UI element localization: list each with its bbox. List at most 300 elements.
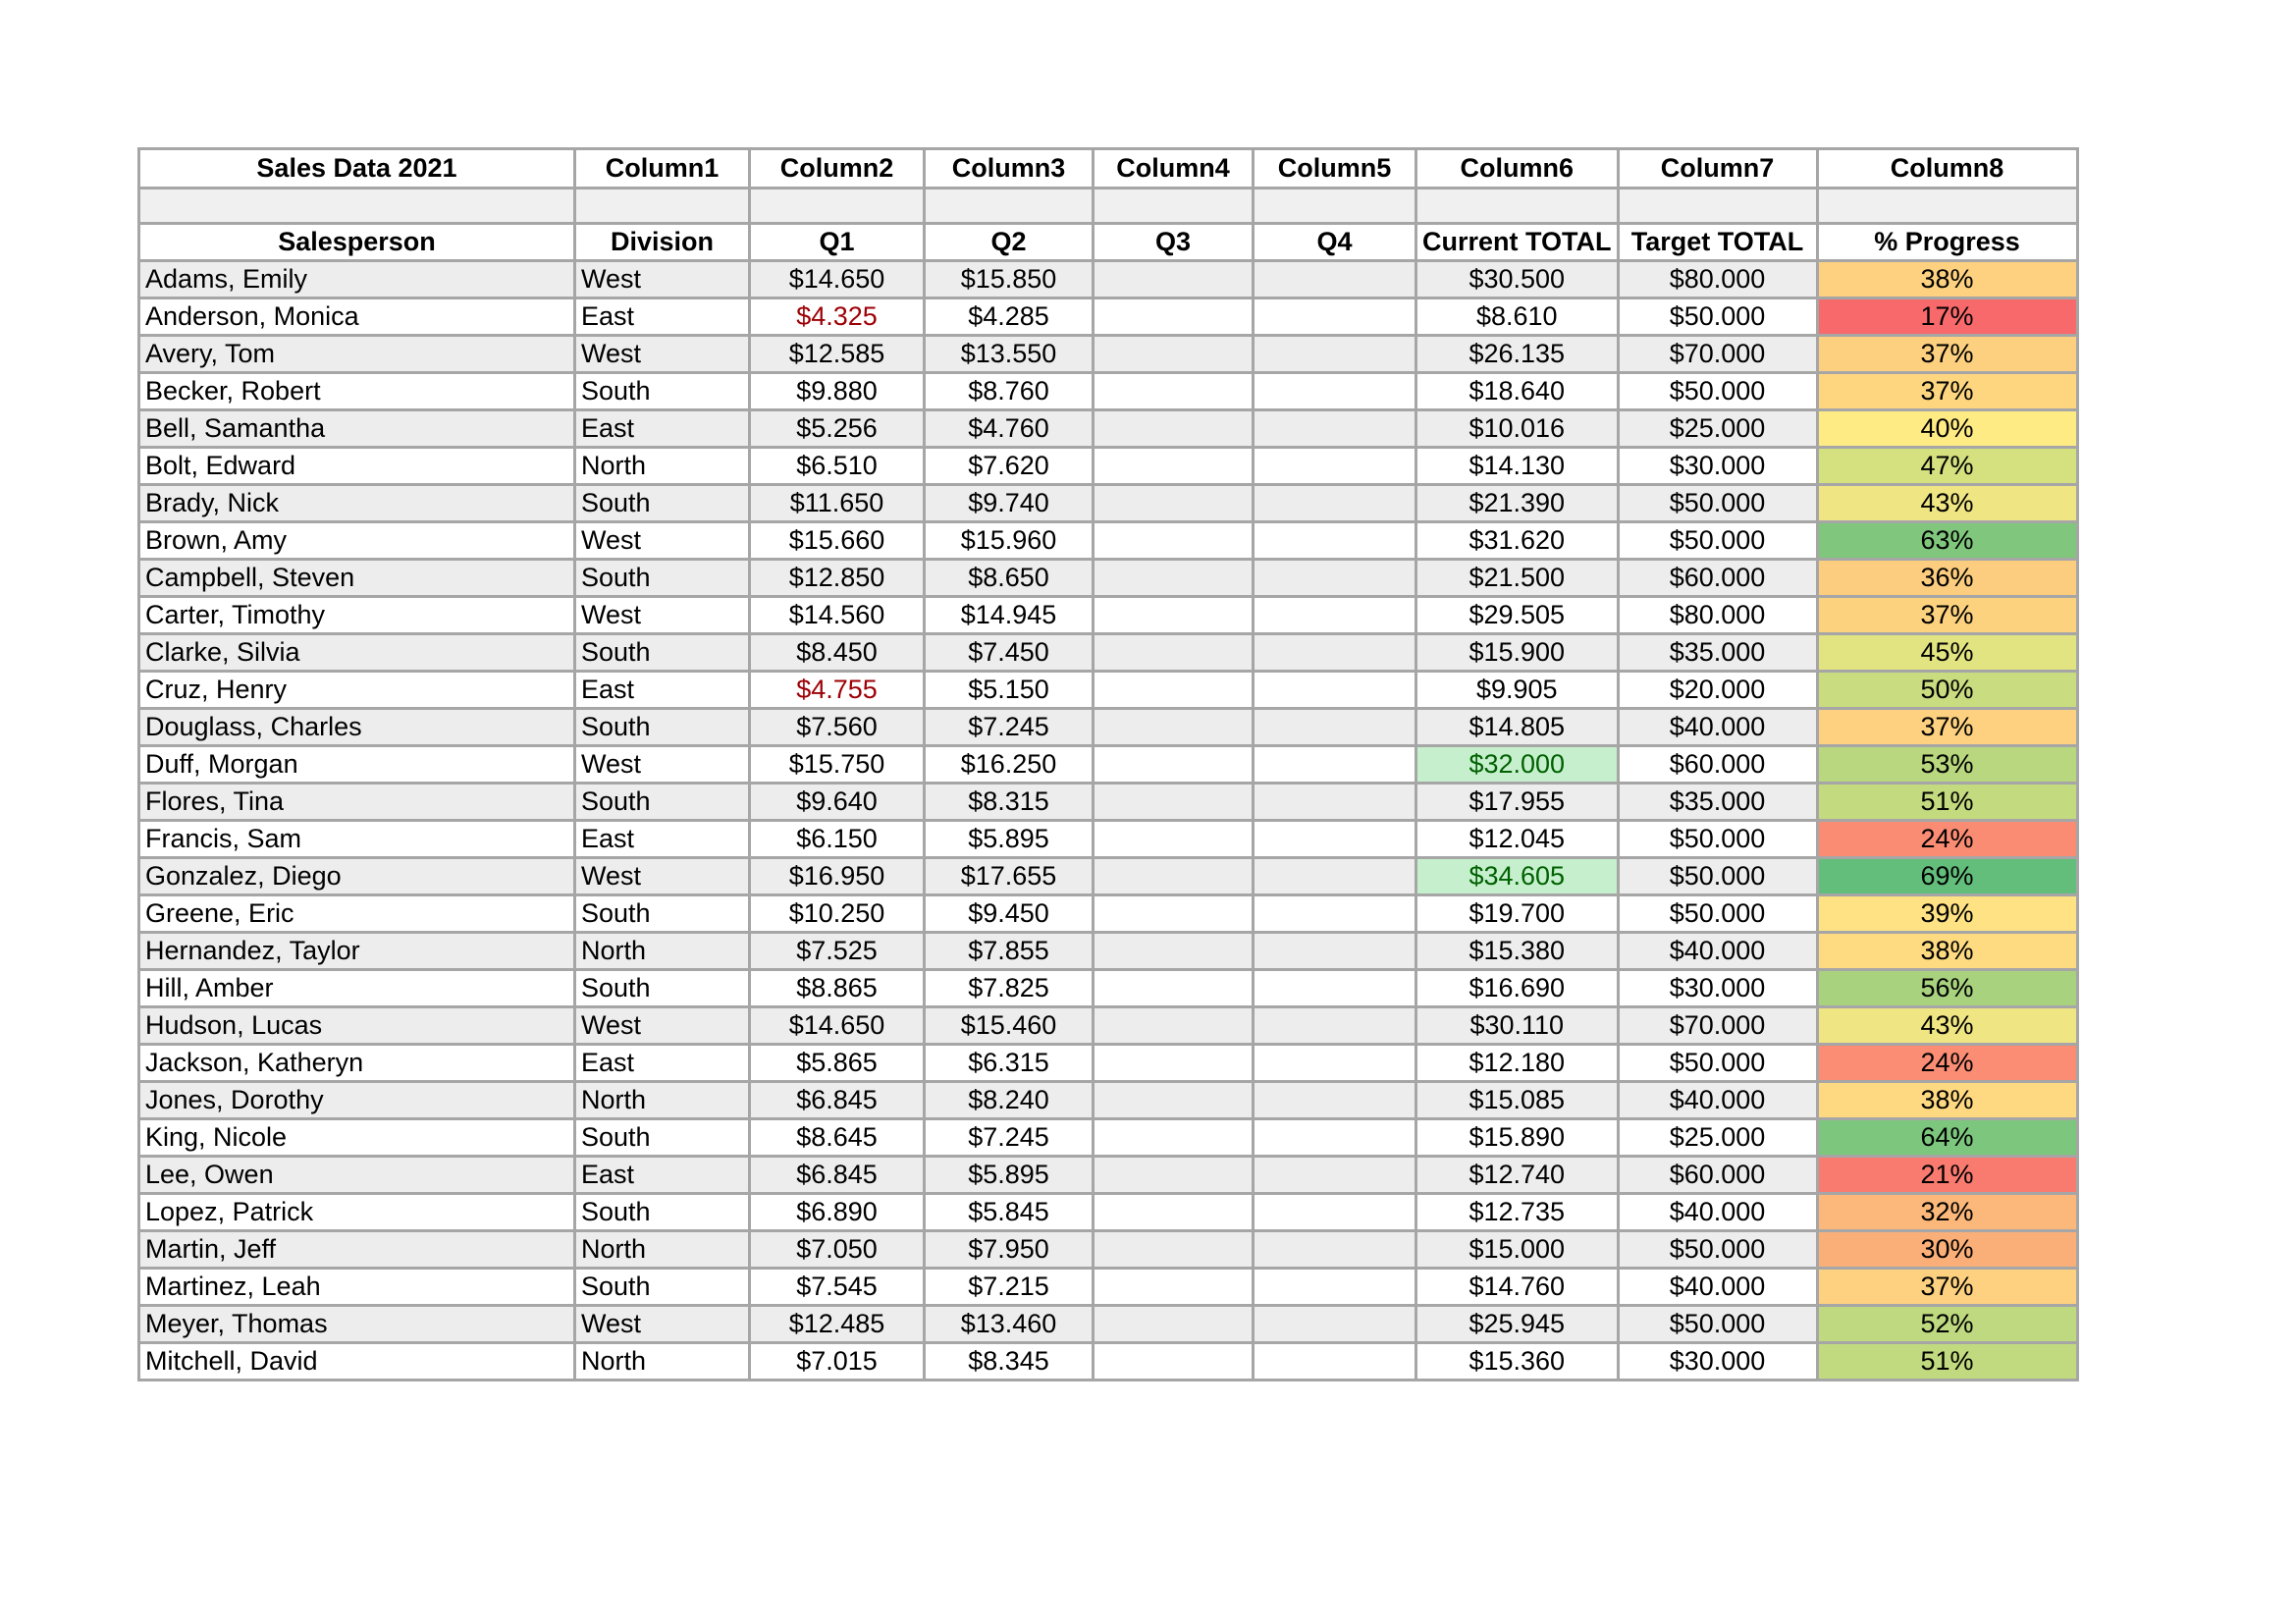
- division-cell[interactable]: West: [575, 1306, 750, 1343]
- target-total-cell[interactable]: $40.000: [1618, 933, 1817, 970]
- q1-cell[interactable]: $15.660: [750, 522, 925, 560]
- q3-cell[interactable]: [1094, 522, 1254, 560]
- q1-cell[interactable]: $16.950: [750, 858, 925, 895]
- progress-cell[interactable]: 51%: [1817, 1343, 2077, 1380]
- q1-cell[interactable]: $8.645: [750, 1119, 925, 1157]
- q2-cell[interactable]: $8.240: [925, 1082, 1094, 1119]
- q2-cell[interactable]: $16.250: [925, 746, 1094, 784]
- salesperson-cell[interactable]: Bolt, Edward: [139, 448, 575, 485]
- q1-cell[interactable]: $7.560: [750, 709, 925, 746]
- q3-cell[interactable]: [1094, 933, 1254, 970]
- header-cell[interactable]: Column2: [750, 149, 925, 189]
- q4-cell[interactable]: [1254, 373, 1416, 410]
- q2-cell[interactable]: $4.285: [925, 298, 1094, 336]
- current-total-cell[interactable]: $32.000: [1416, 746, 1619, 784]
- empty-cell[interactable]: [750, 189, 925, 224]
- q2-cell[interactable]: $7.855: [925, 933, 1094, 970]
- salesperson-cell[interactable]: Becker, Robert: [139, 373, 575, 410]
- division-cell[interactable]: South: [575, 1194, 750, 1231]
- salesperson-cell[interactable]: Bell, Samantha: [139, 410, 575, 448]
- salesperson-cell[interactable]: Gonzalez, Diego: [139, 858, 575, 895]
- division-cell[interactable]: South: [575, 784, 750, 821]
- q4-cell[interactable]: [1254, 1119, 1416, 1157]
- q1-cell[interactable]: $12.850: [750, 560, 925, 597]
- q2-cell[interactable]: $7.245: [925, 709, 1094, 746]
- salesperson-cell[interactable]: Avery, Tom: [139, 336, 575, 373]
- progress-cell[interactable]: 38%: [1817, 261, 2077, 298]
- division-cell[interactable]: North: [575, 933, 750, 970]
- q2-cell[interactable]: $15.460: [925, 1007, 1094, 1045]
- division-cell[interactable]: South: [575, 1269, 750, 1306]
- q4-cell[interactable]: [1254, 933, 1416, 970]
- q4-cell[interactable]: [1254, 821, 1416, 858]
- header-cell[interactable]: Column3: [925, 149, 1094, 189]
- q1-cell[interactable]: $6.890: [750, 1194, 925, 1231]
- q2-cell[interactable]: $15.960: [925, 522, 1094, 560]
- q2-cell[interactable]: $7.620: [925, 448, 1094, 485]
- q4-cell[interactable]: [1254, 336, 1416, 373]
- salesperson-cell[interactable]: Campbell, Steven: [139, 560, 575, 597]
- division-cell[interactable]: South: [575, 485, 750, 522]
- empty-cell[interactable]: [139, 189, 575, 224]
- current-total-cell[interactable]: $10.016: [1416, 410, 1619, 448]
- q1-cell[interactable]: $8.450: [750, 634, 925, 672]
- target-total-cell[interactable]: $35.000: [1618, 784, 1817, 821]
- target-total-cell[interactable]: $50.000: [1618, 1306, 1817, 1343]
- empty-cell[interactable]: [1817, 189, 2077, 224]
- target-total-cell[interactable]: $60.000: [1618, 1157, 1817, 1194]
- progress-cell[interactable]: 47%: [1817, 448, 2077, 485]
- division-cell[interactable]: West: [575, 858, 750, 895]
- division-cell[interactable]: South: [575, 709, 750, 746]
- progress-cell[interactable]: 37%: [1817, 709, 2077, 746]
- division-cell[interactable]: West: [575, 261, 750, 298]
- subheader-cell[interactable]: Division: [575, 224, 750, 261]
- empty-cell[interactable]: [1416, 189, 1619, 224]
- q2-cell[interactable]: $8.760: [925, 373, 1094, 410]
- q4-cell[interactable]: [1254, 1007, 1416, 1045]
- current-total-cell[interactable]: $9.905: [1416, 672, 1619, 709]
- q1-cell[interactable]: $14.650: [750, 261, 925, 298]
- current-total-cell[interactable]: $15.085: [1416, 1082, 1619, 1119]
- q3-cell[interactable]: [1094, 672, 1254, 709]
- target-total-cell[interactable]: $50.000: [1618, 858, 1817, 895]
- progress-cell[interactable]: 24%: [1817, 821, 2077, 858]
- target-total-cell[interactable]: $50.000: [1618, 373, 1817, 410]
- progress-cell[interactable]: 56%: [1817, 970, 2077, 1007]
- q3-cell[interactable]: [1094, 1343, 1254, 1380]
- progress-cell[interactable]: 45%: [1817, 634, 2077, 672]
- salesperson-cell[interactable]: Brady, Nick: [139, 485, 575, 522]
- q3-cell[interactable]: [1094, 1231, 1254, 1269]
- current-total-cell[interactable]: $16.690: [1416, 970, 1619, 1007]
- progress-cell[interactable]: 50%: [1817, 672, 2077, 709]
- progress-cell[interactable]: 38%: [1817, 933, 2077, 970]
- subheader-cell[interactable]: % Progress: [1817, 224, 2077, 261]
- current-total-cell[interactable]: $30.500: [1416, 261, 1619, 298]
- salesperson-cell[interactable]: Lee, Owen: [139, 1157, 575, 1194]
- division-cell[interactable]: South: [575, 373, 750, 410]
- salesperson-cell[interactable]: Clarke, Silvia: [139, 634, 575, 672]
- current-total-cell[interactable]: $15.900: [1416, 634, 1619, 672]
- current-total-cell[interactable]: $31.620: [1416, 522, 1619, 560]
- q4-cell[interactable]: [1254, 485, 1416, 522]
- q4-cell[interactable]: [1254, 746, 1416, 784]
- subheader-cell[interactable]: Current TOTAL: [1416, 224, 1619, 261]
- division-cell[interactable]: East: [575, 1045, 750, 1082]
- q1-cell[interactable]: $14.560: [750, 597, 925, 634]
- current-total-cell[interactable]: $12.045: [1416, 821, 1619, 858]
- empty-cell[interactable]: [1618, 189, 1817, 224]
- progress-cell[interactable]: 52%: [1817, 1306, 2077, 1343]
- salesperson-cell[interactable]: Douglass, Charles: [139, 709, 575, 746]
- division-cell[interactable]: North: [575, 1343, 750, 1380]
- current-total-cell[interactable]: $15.360: [1416, 1343, 1619, 1380]
- division-cell[interactable]: West: [575, 522, 750, 560]
- salesperson-cell[interactable]: Hernandez, Taylor: [139, 933, 575, 970]
- salesperson-cell[interactable]: Martin, Jeff: [139, 1231, 575, 1269]
- target-total-cell[interactable]: $40.000: [1618, 1269, 1817, 1306]
- progress-cell[interactable]: 40%: [1817, 410, 2077, 448]
- q1-cell[interactable]: $10.250: [750, 895, 925, 933]
- q4-cell[interactable]: [1254, 1306, 1416, 1343]
- q3-cell[interactable]: [1094, 784, 1254, 821]
- q3-cell[interactable]: [1094, 970, 1254, 1007]
- q3-cell[interactable]: [1094, 1194, 1254, 1231]
- division-cell[interactable]: North: [575, 1082, 750, 1119]
- q3-cell[interactable]: [1094, 821, 1254, 858]
- q4-cell[interactable]: [1254, 1157, 1416, 1194]
- target-total-cell[interactable]: $50.000: [1618, 522, 1817, 560]
- target-total-cell[interactable]: $25.000: [1618, 410, 1817, 448]
- q3-cell[interactable]: [1094, 560, 1254, 597]
- q1-cell[interactable]: $4.755: [750, 672, 925, 709]
- q2-cell[interactable]: $14.945: [925, 597, 1094, 634]
- empty-cell[interactable]: [575, 189, 750, 224]
- target-total-cell[interactable]: $60.000: [1618, 746, 1817, 784]
- progress-cell[interactable]: 21%: [1817, 1157, 2077, 1194]
- salesperson-cell[interactable]: Jones, Dorothy: [139, 1082, 575, 1119]
- current-total-cell[interactable]: $17.955: [1416, 784, 1619, 821]
- subheader-cell[interactable]: Q3: [1094, 224, 1254, 261]
- target-total-cell[interactable]: $60.000: [1618, 560, 1817, 597]
- q3-cell[interactable]: [1094, 1007, 1254, 1045]
- division-cell[interactable]: North: [575, 1231, 750, 1269]
- q3-cell[interactable]: [1094, 336, 1254, 373]
- current-total-cell[interactable]: $15.000: [1416, 1231, 1619, 1269]
- q1-cell[interactable]: $6.510: [750, 448, 925, 485]
- current-total-cell[interactable]: $12.735: [1416, 1194, 1619, 1231]
- progress-cell[interactable]: 69%: [1817, 858, 2077, 895]
- q3-cell[interactable]: [1094, 373, 1254, 410]
- q4-cell[interactable]: [1254, 784, 1416, 821]
- q1-cell[interactable]: $7.050: [750, 1231, 925, 1269]
- q2-cell[interactable]: $13.460: [925, 1306, 1094, 1343]
- q2-cell[interactable]: $5.150: [925, 672, 1094, 709]
- q2-cell[interactable]: $9.450: [925, 895, 1094, 933]
- salesperson-cell[interactable]: Jackson, Katheryn: [139, 1045, 575, 1082]
- q1-cell[interactable]: $7.015: [750, 1343, 925, 1380]
- empty-cell[interactable]: [1094, 189, 1254, 224]
- q3-cell[interactable]: [1094, 485, 1254, 522]
- salesperson-cell[interactable]: Martinez, Leah: [139, 1269, 575, 1306]
- q1-cell[interactable]: $12.485: [750, 1306, 925, 1343]
- subheader-cell[interactable]: Target TOTAL: [1618, 224, 1817, 261]
- q1-cell[interactable]: $12.585: [750, 336, 925, 373]
- header-cell[interactable]: Column6: [1416, 149, 1619, 189]
- salesperson-cell[interactable]: Hill, Amber: [139, 970, 575, 1007]
- q1-cell[interactable]: $9.640: [750, 784, 925, 821]
- q1-cell[interactable]: $8.865: [750, 970, 925, 1007]
- salesperson-cell[interactable]: Flores, Tina: [139, 784, 575, 821]
- target-total-cell[interactable]: $50.000: [1618, 821, 1817, 858]
- salesperson-cell[interactable]: Cruz, Henry: [139, 672, 575, 709]
- q2-cell[interactable]: $8.345: [925, 1343, 1094, 1380]
- q1-cell[interactable]: $6.845: [750, 1082, 925, 1119]
- q2-cell[interactable]: $17.655: [925, 858, 1094, 895]
- progress-cell[interactable]: 36%: [1817, 560, 2077, 597]
- division-cell[interactable]: South: [575, 970, 750, 1007]
- progress-cell[interactable]: 63%: [1817, 522, 2077, 560]
- progress-cell[interactable]: 39%: [1817, 895, 2077, 933]
- division-cell[interactable]: South: [575, 634, 750, 672]
- table-row: [139, 933, 2078, 970]
- q4-cell[interactable]: [1254, 634, 1416, 672]
- q3-cell[interactable]: [1094, 1306, 1254, 1343]
- q4-cell[interactable]: [1254, 970, 1416, 1007]
- q4-cell[interactable]: [1254, 261, 1416, 298]
- salesperson-cell[interactable]: Adams, Emily: [139, 261, 575, 298]
- q3-cell[interactable]: [1094, 597, 1254, 634]
- progress-cell[interactable]: 32%: [1817, 1194, 2077, 1231]
- target-total-cell[interactable]: $30.000: [1618, 448, 1817, 485]
- q1-cell[interactable]: $5.865: [750, 1045, 925, 1082]
- progress-cell[interactable]: 38%: [1817, 1082, 2077, 1119]
- q3-cell[interactable]: [1094, 261, 1254, 298]
- target-total-cell[interactable]: $30.000: [1618, 1343, 1817, 1380]
- salesperson-cell[interactable]: Meyer, Thomas: [139, 1306, 575, 1343]
- division-cell[interactable]: West: [575, 336, 750, 373]
- division-cell[interactable]: West: [575, 1007, 750, 1045]
- q4-cell[interactable]: [1254, 298, 1416, 336]
- header-cell[interactable]: Sales Data 2021: [139, 149, 575, 189]
- salesperson-cell[interactable]: Greene, Eric: [139, 895, 575, 933]
- q4-cell[interactable]: [1254, 560, 1416, 597]
- progress-cell[interactable]: 51%: [1817, 784, 2077, 821]
- q4-cell[interactable]: [1254, 1045, 1416, 1082]
- target-total-cell[interactable]: $80.000: [1618, 597, 1817, 634]
- q2-cell[interactable]: $8.650: [925, 560, 1094, 597]
- target-total-cell[interactable]: $25.000: [1618, 1119, 1817, 1157]
- q3-cell[interactable]: [1094, 634, 1254, 672]
- q2-cell[interactable]: $7.215: [925, 1269, 1094, 1306]
- salesperson-cell[interactable]: King, Nicole: [139, 1119, 575, 1157]
- salesperson-cell[interactable]: Anderson, Monica: [139, 298, 575, 336]
- division-cell[interactable]: East: [575, 410, 750, 448]
- salesperson-cell[interactable]: Francis, Sam: [139, 821, 575, 858]
- current-total-cell[interactable]: $21.500: [1416, 560, 1619, 597]
- target-total-cell[interactable]: $40.000: [1618, 1194, 1817, 1231]
- table-row: [139, 522, 2078, 560]
- header-cell[interactable]: Column7: [1618, 149, 1817, 189]
- q4-cell[interactable]: [1254, 895, 1416, 933]
- q4-cell[interactable]: [1254, 1269, 1416, 1306]
- q4-cell[interactable]: [1254, 1194, 1416, 1231]
- progress-cell[interactable]: 30%: [1817, 1231, 2077, 1269]
- table-row: [139, 1007, 2078, 1045]
- current-total-cell[interactable]: $29.505: [1416, 597, 1619, 634]
- target-total-cell[interactable]: $30.000: [1618, 970, 1817, 1007]
- q2-cell[interactable]: $7.450: [925, 634, 1094, 672]
- progress-cell[interactable]: 43%: [1817, 1007, 2077, 1045]
- q2-cell[interactable]: $7.950: [925, 1231, 1094, 1269]
- current-total-cell[interactable]: $14.130: [1416, 448, 1619, 485]
- subheader-cell[interactable]: Q1: [750, 224, 925, 261]
- current-total-cell[interactable]: $21.390: [1416, 485, 1619, 522]
- q3-cell[interactable]: [1094, 448, 1254, 485]
- progress-cell[interactable]: 37%: [1817, 1269, 2077, 1306]
- target-total-cell[interactable]: $50.000: [1618, 298, 1817, 336]
- q4-cell[interactable]: [1254, 858, 1416, 895]
- header-cell[interactable]: Column1: [575, 149, 750, 189]
- division-cell[interactable]: South: [575, 895, 750, 933]
- q1-cell[interactable]: $14.650: [750, 1007, 925, 1045]
- current-total-cell[interactable]: $18.640: [1416, 373, 1619, 410]
- progress-cell[interactable]: 37%: [1817, 373, 2077, 410]
- current-total-cell[interactable]: $15.890: [1416, 1119, 1619, 1157]
- subheader-cell[interactable]: Q4: [1254, 224, 1416, 261]
- q2-cell[interactable]: $7.245: [925, 1119, 1094, 1157]
- q2-cell[interactable]: $13.550: [925, 336, 1094, 373]
- q2-cell[interactable]: $5.845: [925, 1194, 1094, 1231]
- division-cell[interactable]: West: [575, 597, 750, 634]
- division-cell[interactable]: East: [575, 672, 750, 709]
- header-cell[interactable]: Column5: [1254, 149, 1416, 189]
- current-total-cell[interactable]: $8.610: [1416, 298, 1619, 336]
- empty-cell[interactable]: [925, 189, 1094, 224]
- q3-cell[interactable]: [1094, 1157, 1254, 1194]
- current-total-cell[interactable]: $26.135: [1416, 336, 1619, 373]
- salesperson-cell[interactable]: Lopez, Patrick: [139, 1194, 575, 1231]
- progress-cell[interactable]: 17%: [1817, 298, 2077, 336]
- header-cell[interactable]: Column4: [1094, 149, 1254, 189]
- salesperson-cell[interactable]: Carter, Timothy: [139, 597, 575, 634]
- q3-cell[interactable]: [1094, 1269, 1254, 1306]
- division-cell[interactable]: North: [575, 448, 750, 485]
- current-total-cell[interactable]: $14.760: [1416, 1269, 1619, 1306]
- division-cell[interactable]: East: [575, 821, 750, 858]
- q2-cell[interactable]: $4.760: [925, 410, 1094, 448]
- q2-cell[interactable]: $5.895: [925, 821, 1094, 858]
- target-total-cell[interactable]: $50.000: [1618, 895, 1817, 933]
- target-total-cell[interactable]: $50.000: [1618, 485, 1817, 522]
- q1-cell[interactable]: $15.750: [750, 746, 925, 784]
- salesperson-cell[interactable]: Hudson, Lucas: [139, 1007, 575, 1045]
- q4-cell[interactable]: [1254, 1343, 1416, 1380]
- current-total-cell[interactable]: $12.180: [1416, 1045, 1619, 1082]
- subheader-cell[interactable]: Q2: [925, 224, 1094, 261]
- empty-cell[interactable]: [1254, 189, 1416, 224]
- q2-cell[interactable]: $9.740: [925, 485, 1094, 522]
- current-total-cell[interactable]: $15.380: [1416, 933, 1619, 970]
- target-total-cell[interactable]: $50.000: [1618, 1045, 1817, 1082]
- progress-cell[interactable]: 53%: [1817, 746, 2077, 784]
- q1-cell[interactable]: $5.256: [750, 410, 925, 448]
- target-total-cell[interactable]: $50.000: [1618, 1231, 1817, 1269]
- q3-cell[interactable]: [1094, 709, 1254, 746]
- progress-cell[interactable]: 43%: [1817, 485, 2077, 522]
- q4-cell[interactable]: [1254, 410, 1416, 448]
- progress-cell[interactable]: 37%: [1817, 597, 2077, 634]
- division-cell[interactable]: West: [575, 746, 750, 784]
- current-total-cell[interactable]: $19.700: [1416, 895, 1619, 933]
- q2-cell[interactable]: $8.315: [925, 784, 1094, 821]
- division-cell[interactable]: East: [575, 298, 750, 336]
- q4-cell[interactable]: [1254, 448, 1416, 485]
- q1-cell[interactable]: $7.545: [750, 1269, 925, 1306]
- progress-cell[interactable]: 64%: [1817, 1119, 2077, 1157]
- q1-cell[interactable]: $11.650: [750, 485, 925, 522]
- current-total-cell[interactable]: $14.805: [1416, 709, 1619, 746]
- target-total-cell[interactable]: $40.000: [1618, 1082, 1817, 1119]
- current-total-cell[interactable]: $12.740: [1416, 1157, 1619, 1194]
- salesperson-cell[interactable]: Duff, Morgan: [139, 746, 575, 784]
- target-total-cell[interactable]: $20.000: [1618, 672, 1817, 709]
- q4-cell[interactable]: [1254, 522, 1416, 560]
- q3-cell[interactable]: [1094, 858, 1254, 895]
- progress-cell[interactable]: 37%: [1817, 336, 2077, 373]
- header-cell[interactable]: Column8: [1817, 149, 2077, 189]
- q2-cell[interactable]: $6.315: [925, 1045, 1094, 1082]
- q1-cell[interactable]: $6.150: [750, 821, 925, 858]
- q3-cell[interactable]: [1094, 298, 1254, 336]
- target-total-cell[interactable]: $80.000: [1618, 261, 1817, 298]
- target-total-cell[interactable]: $35.000: [1618, 634, 1817, 672]
- q3-cell[interactable]: [1094, 1082, 1254, 1119]
- q4-cell[interactable]: [1254, 1082, 1416, 1119]
- subheader-cell[interactable]: Salesperson: [139, 224, 575, 261]
- current-total-cell[interactable]: $25.945: [1416, 1306, 1619, 1343]
- q4-cell[interactable]: [1254, 709, 1416, 746]
- q2-cell[interactable]: $5.895: [925, 1157, 1094, 1194]
- q1-cell[interactable]: $9.880: [750, 373, 925, 410]
- salesperson-cell[interactable]: Brown, Amy: [139, 522, 575, 560]
- q2-cell[interactable]: $7.825: [925, 970, 1094, 1007]
- q1-cell[interactable]: $6.845: [750, 1157, 925, 1194]
- target-total-cell[interactable]: $40.000: [1618, 709, 1817, 746]
- q3-cell[interactable]: [1094, 410, 1254, 448]
- salesperson-cell[interactable]: Mitchell, David: [139, 1343, 575, 1380]
- q1-cell[interactable]: $7.525: [750, 933, 925, 970]
- q3-cell[interactable]: [1094, 1119, 1254, 1157]
- current-total-cell[interactable]: $34.605: [1416, 858, 1619, 895]
- q4-cell[interactable]: [1254, 1231, 1416, 1269]
- q2-cell[interactable]: $15.850: [925, 261, 1094, 298]
- q3-cell[interactable]: [1094, 1045, 1254, 1082]
- division-cell[interactable]: East: [575, 1157, 750, 1194]
- q3-cell[interactable]: [1094, 895, 1254, 933]
- target-total-cell[interactable]: $70.000: [1618, 336, 1817, 373]
- progress-cell[interactable]: 24%: [1817, 1045, 2077, 1082]
- division-cell[interactable]: South: [575, 560, 750, 597]
- q4-cell[interactable]: [1254, 597, 1416, 634]
- division-cell[interactable]: South: [575, 1119, 750, 1157]
- q4-cell[interactable]: [1254, 672, 1416, 709]
- target-total-cell[interactable]: $70.000: [1618, 1007, 1817, 1045]
- current-total-cell[interactable]: $30.110: [1416, 1007, 1619, 1045]
- q1-cell[interactable]: $4.325: [750, 298, 925, 336]
- q3-cell[interactable]: [1094, 746, 1254, 784]
